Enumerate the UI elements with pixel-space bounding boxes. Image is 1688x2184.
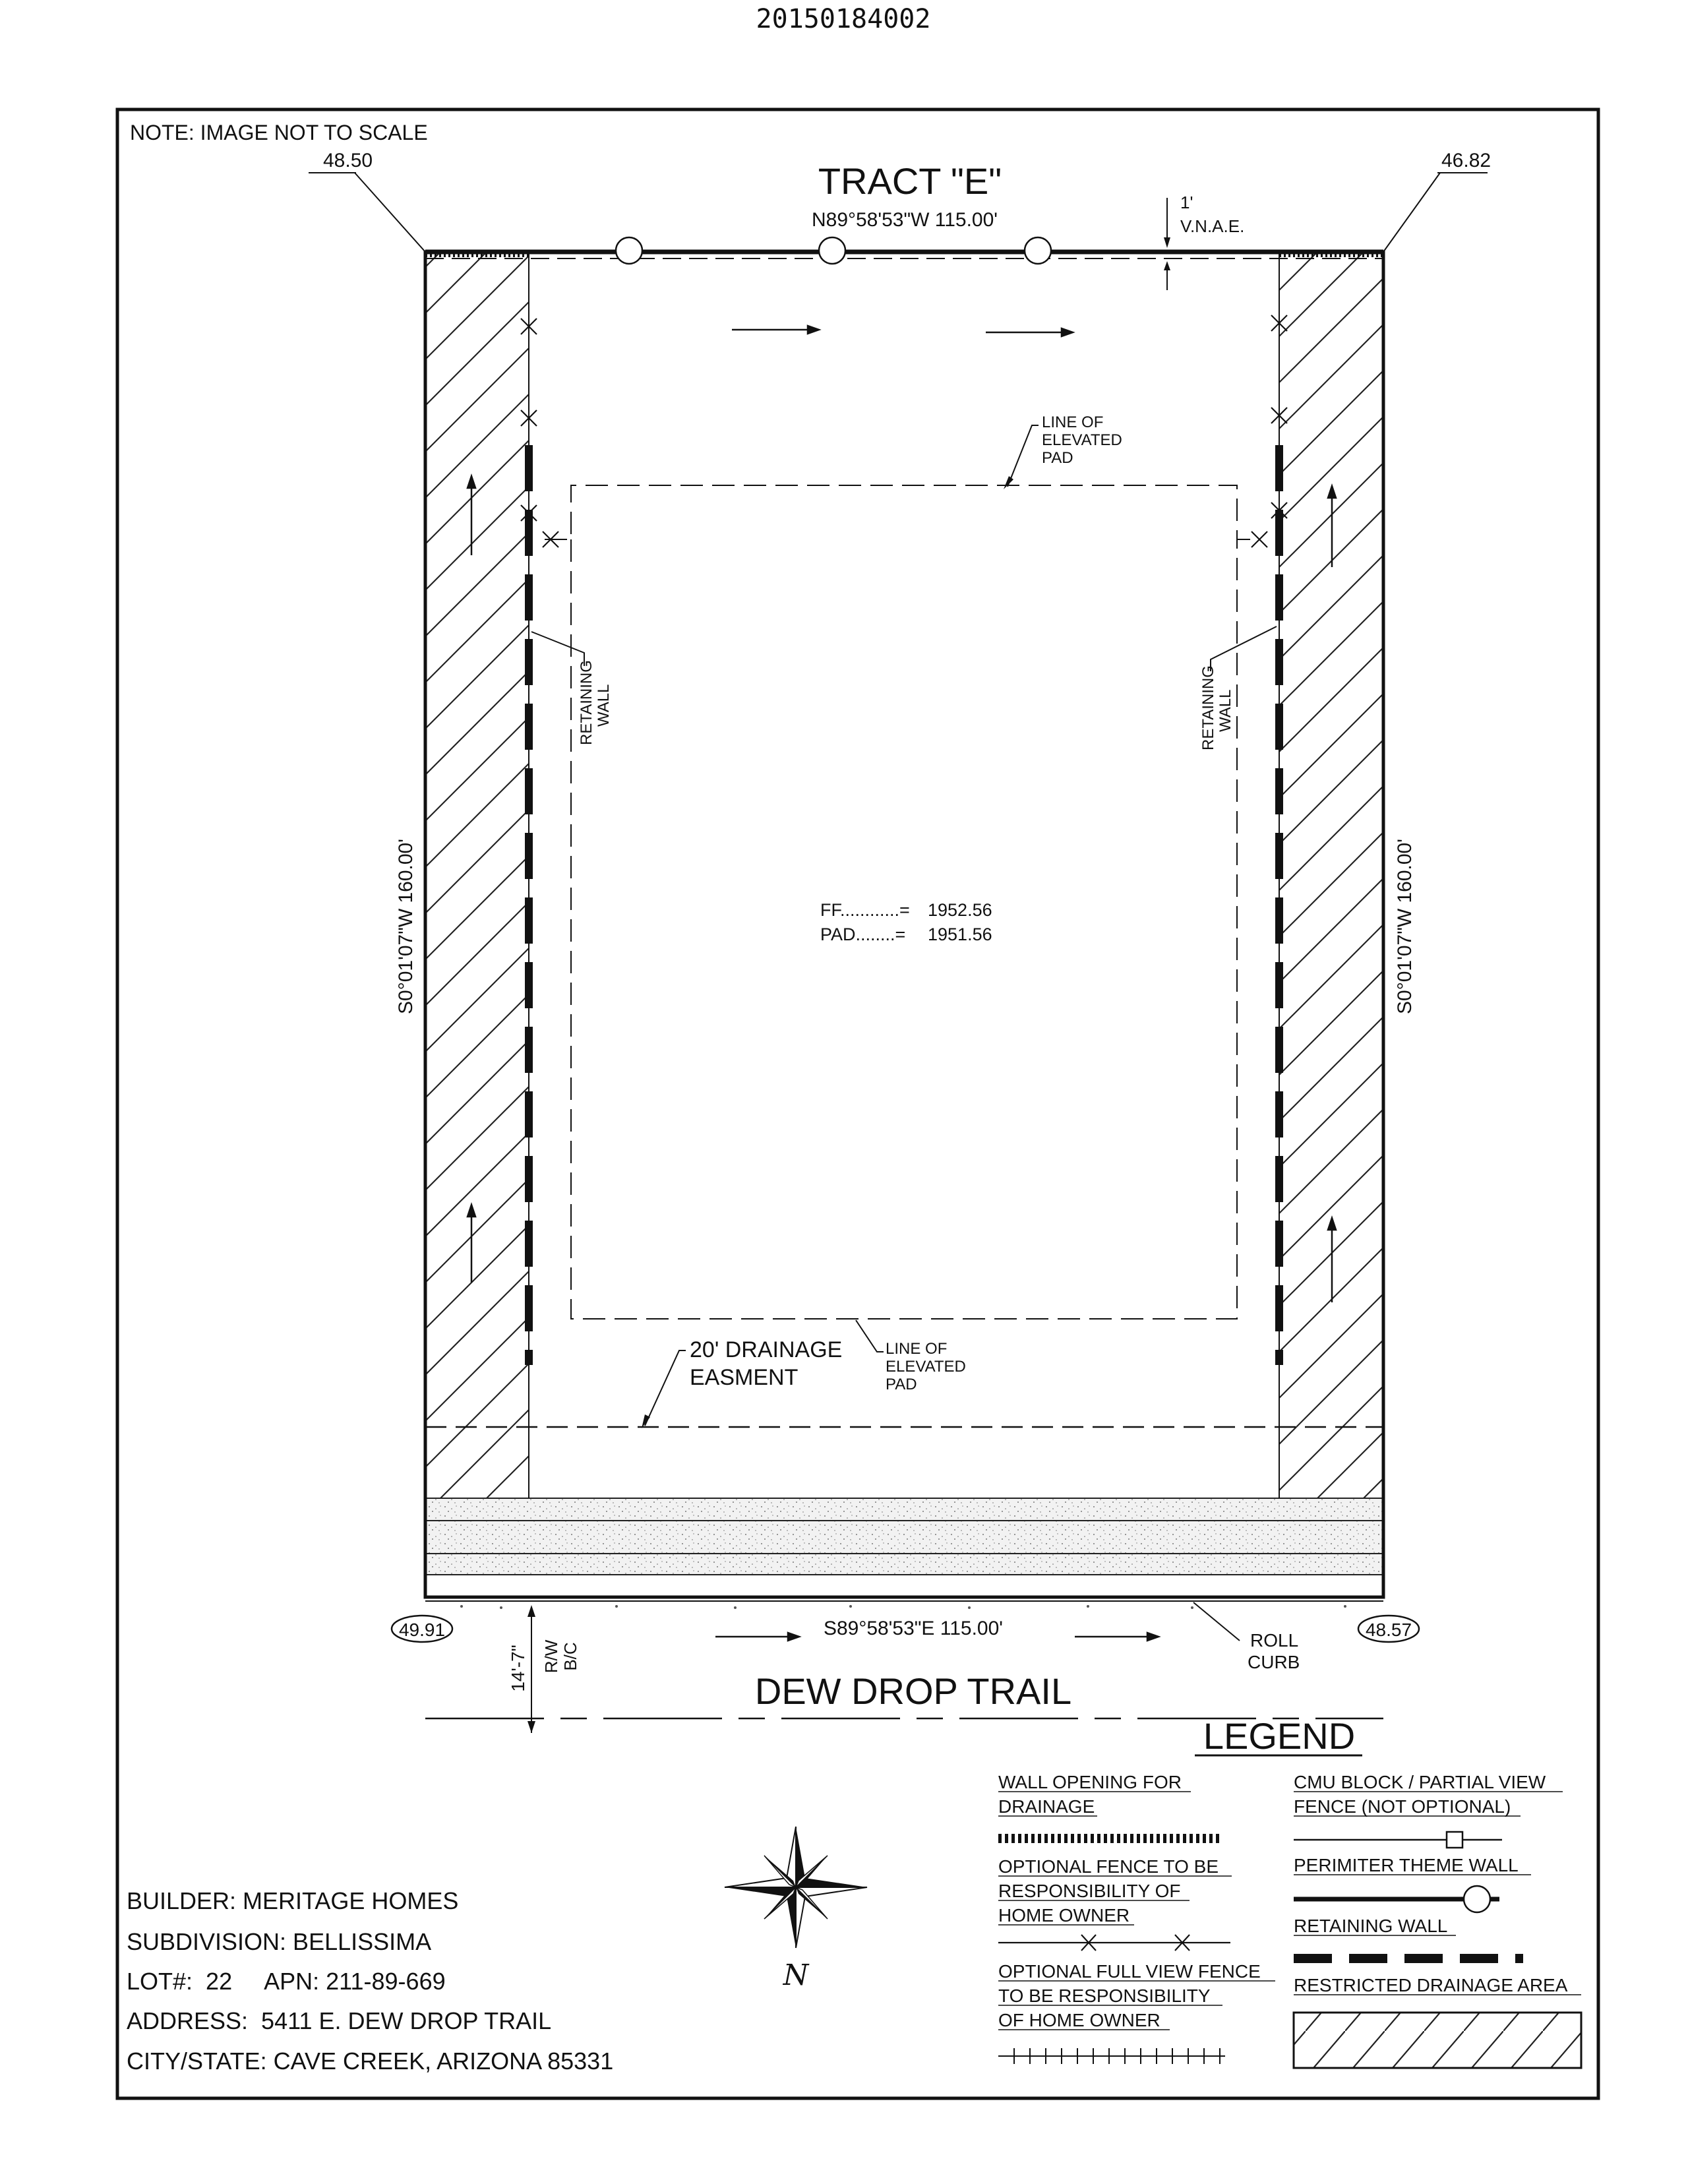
rw-label: R/W	[541, 1639, 561, 1674]
setback-dimension: 14'-7"	[508, 1645, 528, 1692]
roll-curb-label-2: CURB	[1248, 1652, 1300, 1672]
drainage-easement-label-1: 20' DRAINAGE	[690, 1337, 843, 1362]
setback-arrow-bottom	[528, 1721, 535, 1733]
roll-curb-leader	[1193, 1602, 1240, 1641]
legend-perimeter-wall: PERIMITER THEME WALL	[1294, 1855, 1519, 1875]
legend-cmu-1: CMU BLOCK / PARTIAL VIEW	[1294, 1772, 1546, 1792]
vnae-arrow	[1164, 237, 1170, 248]
pad-label-top-1: LINE OF	[1042, 413, 1104, 431]
pad-label-bottom-2: ELEVATED	[886, 1358, 966, 1376]
curb-marks	[460, 1605, 1346, 1609]
legend-full-view-1: OPTIONAL FULL VIEW FENCE	[998, 1961, 1261, 1982]
corner-leader-ne	[1383, 173, 1440, 252]
south-bearing: S89°58'53"E 115.00'	[823, 1618, 1004, 1639]
legend-restricted-drainage-symbol	[1294, 2013, 1581, 2068]
vnae-dimension: 1'	[1180, 193, 1193, 212]
pad-label-bottom-1: LINE OF	[886, 1340, 948, 1358]
legend-title: LEGEND	[1203, 1715, 1356, 1757]
pad-value: 1951.56	[928, 925, 992, 944]
theme-wall-post	[1025, 237, 1051, 264]
legend-cmu-symbol	[1294, 1832, 1502, 1848]
west-bearing: S0°01'07"W 160.00'	[395, 839, 417, 1014]
address-line: ADDRESS: 5411 E. DEW DROP TRAIL	[127, 2007, 552, 2034]
north-bearing: N89°58'53"W 115.00'	[811, 209, 998, 231]
easement-leader	[645, 1350, 686, 1426]
drainage-easement-label-2: EASMENT	[690, 1365, 799, 1390]
retaining-wall-leader-right	[1211, 626, 1277, 671]
ff-value: 1952.56	[928, 900, 992, 920]
legend-wall-opening-2: DRAINAGE	[998, 1796, 1095, 1817]
corner-elevation-se: 48.57	[1365, 1620, 1412, 1640]
ff-label: FF............=	[820, 900, 910, 920]
legend-optional-fence-3: HOME OWNER	[998, 1905, 1130, 1926]
lot-apn-line: LOT#: 22 APN: 211-89-669	[127, 1968, 446, 1995]
sidewalk-band	[425, 1498, 1383, 1575]
retaining-wall-label-right-1: RETAINING	[1199, 665, 1217, 750]
retaining-wall-label-left-1: RETAINING	[578, 660, 595, 745]
legend-full-view-symbol	[998, 2048, 1225, 2064]
east-bearing: S0°01'07"W 160.00'	[1394, 839, 1416, 1014]
pad-label-bottom-3: PAD	[886, 1376, 917, 1393]
restricted-drainage-right	[1279, 252, 1383, 1498]
pad-leader-top	[1008, 425, 1039, 487]
legend-restricted-drainage: RESTRICTED DRAINAGE AREA	[1294, 1975, 1568, 1995]
document-number: 20150184002	[756, 4, 931, 34]
corner-leader-nw	[355, 173, 425, 252]
legend-wall-opening-1: WALL OPENING FOR	[998, 1772, 1182, 1792]
elevated-pad-outline	[545, 485, 1259, 539]
optional-fence-marks	[521, 315, 1287, 547]
scale-note: NOTE: IMAGE NOT TO SCALE	[130, 121, 428, 144]
legend-optional-fence-symbol	[998, 1935, 1230, 1951]
legend-full-view-2: TO BE RESPONSIBILITY	[998, 1986, 1211, 2006]
legend-retaining-wall: RETAINING WALL	[1294, 1916, 1448, 1936]
city-state-line: CITY/STATE: CAVE CREEK, ARIZONA 85331	[127, 2048, 614, 2075]
vnae-label: V.N.A.E.	[1180, 216, 1245, 236]
legend-cmu-2: FENCE (NOT OPTIONAL)	[1294, 1796, 1511, 1817]
roll-curb-label-1: ROLL	[1250, 1630, 1299, 1651]
tract-title: TRACT "E"	[818, 160, 1002, 202]
corner-elevation-sw: 49.91	[398, 1620, 446, 1640]
subdivision-line: SUBDIVISION: BELLISSIMA	[127, 1928, 432, 1955]
theme-wall-post	[819, 237, 845, 264]
retaining-wall-leader-left	[531, 632, 584, 666]
legend-optional-fence-1: OPTIONAL FENCE TO BE	[998, 1856, 1219, 1877]
legend-perimeter-wall-symbol	[1294, 1886, 1499, 1912]
setback-arrow-top	[528, 1605, 535, 1617]
retaining-wall-label-right-2: WALL	[1217, 689, 1234, 732]
pad-leader-bottom	[856, 1320, 884, 1352]
corner-elevation-nw: 48.50	[323, 150, 373, 171]
restricted-drainage-left	[425, 252, 529, 1498]
retaining-wall-label-left-2: WALL	[595, 684, 613, 727]
pad-leader-top-arrow	[1004, 476, 1013, 489]
legend-full-view-3: OF HOME OWNER	[998, 2010, 1160, 2030]
pad-label: PAD........=	[820, 925, 906, 944]
bc-label: B/C	[560, 1642, 580, 1671]
north-arrow-label: N	[783, 1958, 809, 1992]
street-name: DEW DROP TRAIL	[754, 1670, 1072, 1712]
builder-line: BUILDER: MERITAGE HOMES	[127, 1887, 459, 1914]
pad-label-top-2: ELEVATED	[1042, 431, 1122, 449]
legend-optional-fence-2: RESPONSIBILITY OF	[998, 1881, 1181, 1901]
north-arrow	[725, 1827, 867, 1948]
pad-label-top-3: PAD	[1042, 449, 1073, 467]
corner-elevation-ne: 46.82	[1441, 150, 1492, 171]
theme-wall-post	[616, 237, 642, 264]
vnae-arrow-lower	[1164, 261, 1170, 270]
drainage-flow-arrows	[467, 326, 1336, 1641]
